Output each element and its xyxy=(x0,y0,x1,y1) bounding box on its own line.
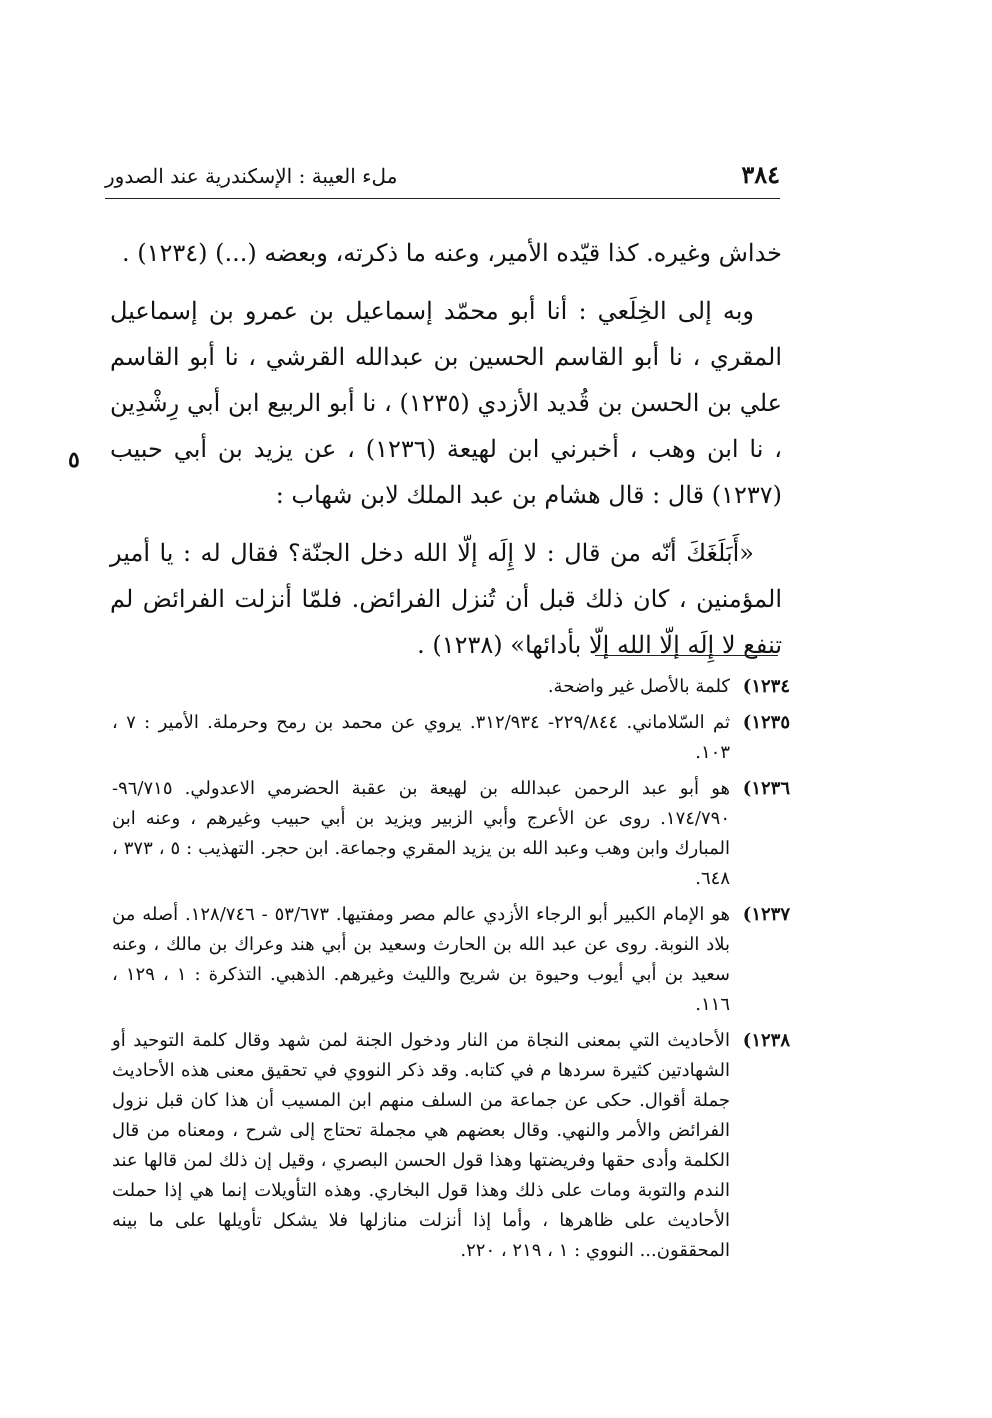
paragraph-3-quote: «أَبَلَغَكَ أنّه من قال : لا إِلَه إلّا الله دخل الجنّة؟ فقال له : يا أمير المؤمنين ، كان ذلك قبل أن تُنزل الفرائض. فلمّا أنزلت الفرائض لم تنفع لا إِلَه إلّا الله إلّا بأدائها» (١٢٣٨) . xyxy=(110,539,782,659)
footnote-item xyxy=(112,708,790,768)
footnote-text: ثم السّلاماني. ٢٢٩/٨٤٤- ٣١٢/٩٣٤. يروي عن محمد بن رمح وحرملة. الأمير : ٧ ، ١٠٣. xyxy=(112,712,730,763)
footnote-text: هو أبو عبد الرحمن عبدالله بن لهيعة بن عقبة الحضرمي الاعدولي. ٩٦/٧١٥- ١٧٤/٧٩٠. روى عن الأعرج وأبي الزبير ويزيد بن أبي حبيب وغيرهم ، وعنه ابن المبارك وابن وهب وعبد الله بن يزيد المقري وجماعة. ابن حجر. التهذيب : ٥ ، ٣٧٣ ، ٦٤٨. xyxy=(112,778,730,889)
footnote-number: ١٢٣٨) xyxy=(742,1030,790,1051)
header-rule xyxy=(105,198,780,199)
page-number: ٣٨٤ xyxy=(741,160,780,189)
page-header xyxy=(105,160,780,196)
footnote-item xyxy=(112,774,790,894)
footnote-number: ١٢٣٤) xyxy=(742,676,790,697)
running-title: ملء العيبة : الإسكندرية عند الصدور xyxy=(105,164,398,188)
footnote-number: ١٢٣٧) xyxy=(742,904,790,925)
footnote-number: ١٢٣٥) xyxy=(742,712,790,733)
paragraph-2: وبه إلى الخِلَعي : أنا أبو محمّد إسماعيل بن عمرو بن إسماعيل المقري ، نا أبو القاسم الحسين بن عبدالله القرشي ، نا أبو القاسم علي بن الحسن بن قُديد الأزدي (١٢٣٥) ، نا أبو الربيع ابن أبي رِشْدِين ، نا ابن وهب ، أخبرني ابن لهيعة (١٢٣٦) ، عن يزيد بن أبي حبيب (١٢٣٧) قال : قال هشام بن عبد الملك لابن شهاب : xyxy=(110,297,782,509)
footnote-text: كلمة بالأصل غير واضحة. xyxy=(547,676,730,697)
footnotes xyxy=(112,672,790,1272)
line-number-marker: ٥ xyxy=(68,447,80,473)
footnote-rule xyxy=(595,655,778,656)
footnote-item xyxy=(112,672,790,702)
footnote-item xyxy=(112,900,790,1020)
footnote-text: هو الإمام الكبير أبو الرجاء الأزدي عالم مصر ومفتيها. ٥٣/٦٧٣ - ١٢٨/٧٤٦. أصله من بلاد النوبة. روى عن عبد الله بن الحارث وسعيد بن أبي هند وعراك بن مالك ، وعنه سعيد بن أبي أيوب وحيوة بن شريح والليث وغيرهم. الذهبي. التذكرة : ١ ، ١٢٩ ، ١١٦. xyxy=(112,904,731,1015)
footnote-text: الأحاديث التي بمعنى النجاة من النار ودخول الجنة لمن شهد وقال كلمة التوحيد أو الشهادتين كثيرة سردها م في كتابه. وقد ذكر النووي في تحقيق معنى هذه الأحاديث جملة أقوال. حكى عن جماعة من السلف منهم ابن المسيب أن هذا كان قبل نزول الفرائض والأمر والنهي. وقال بعضهم هي مجملة تحتاج إلى شرح ، ومعناه من قال الكلمة وأدى حقها وفريضتها وهذا قول الحسن البصري ، وقيل إن ذلك لمن قالها عند الندم والتوبة ومات على ذلك وهذا قول البخاري. وهذه التأويلات إنما هي إذا حملت الأحاديث على ظاهرها ، وأما إذا أنزلت منازلها فلا يشكل تأويلها على ما بينه المحققون... النووي : ١ ، ٢١٩ ، ٢٢٠. xyxy=(112,1030,730,1261)
footnote-item xyxy=(112,1026,790,1266)
footnote-number: ١٢٣٦) xyxy=(742,778,790,799)
paragraph-1: خداش وغيره. كذا قيّده الأمير، وعنه ما ذكرته، وبعضه (...) (١٢٣٤) . xyxy=(121,239,782,267)
main-text xyxy=(110,230,782,668)
